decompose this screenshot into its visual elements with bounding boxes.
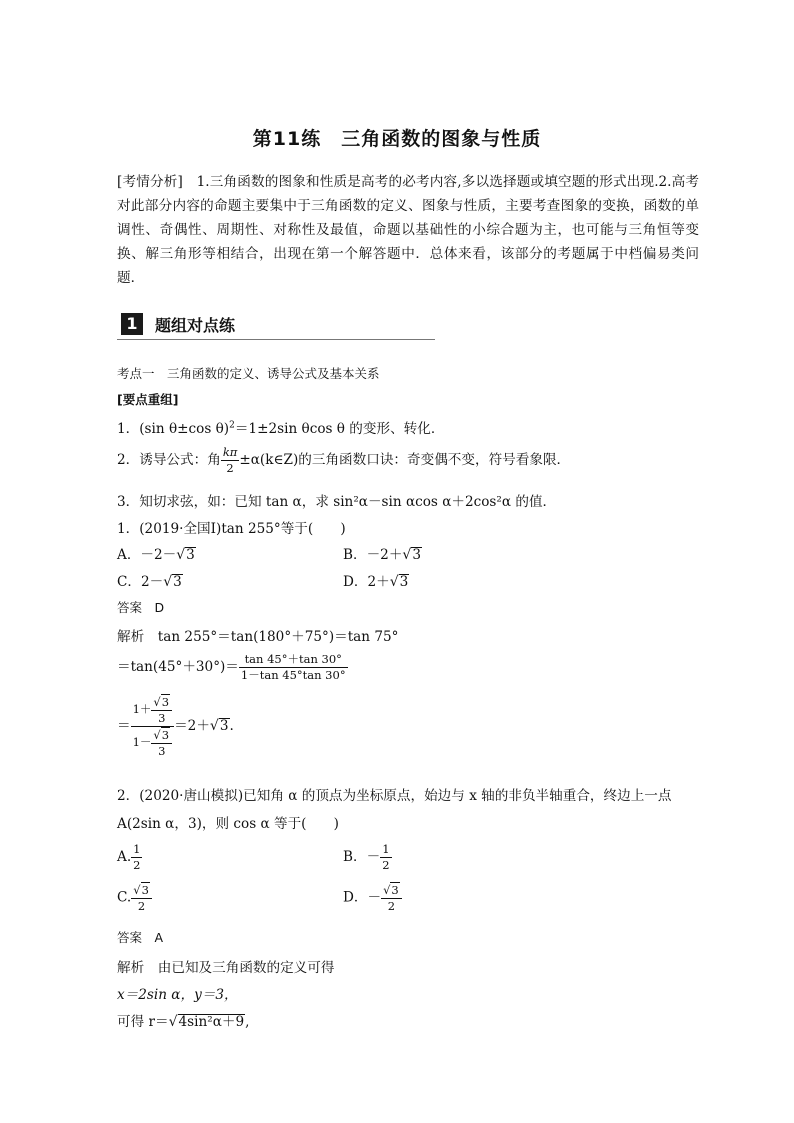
q1-option-c-radicand: 3 bbox=[173, 574, 182, 590]
q2-option-a-fraction bbox=[131, 842, 142, 873]
q1-sol3-num-pre: 1＋ bbox=[132, 702, 152, 716]
q1-sol3-den-radicand: 3 bbox=[161, 728, 170, 742]
q2-option-d[interactable] bbox=[343, 882, 402, 914]
q1-sol3-num-radicand: 3 bbox=[161, 695, 170, 709]
question-1-stem: 1．(2019·全国Ⅰ)tan 255°等于( ) bbox=[117, 521, 346, 537]
q1-option-d-text: D．2＋ bbox=[343, 574, 390, 590]
q2-option-c-radicand: 3 bbox=[141, 883, 149, 897]
q2-option-d-fraction bbox=[381, 882, 402, 914]
q1-sol3-numerator bbox=[131, 694, 174, 726]
point-2-fraction bbox=[221, 445, 240, 476]
q1-option-b-radicand: 3 bbox=[412, 547, 421, 563]
q2-option-c-den: 2 bbox=[131, 898, 152, 914]
point-1-post: ＝1±2sin θcos θ 的变形、转化． bbox=[234, 421, 445, 437]
q1-sol2-denominator: 1－tan 45°tan 30° bbox=[240, 668, 346, 682]
q2-solution-line-2: x＝2sin α，y＝3， bbox=[117, 987, 238, 1003]
sqrt-symbol: √ bbox=[133, 883, 141, 897]
question-2-stem-line-2: A(2sin α，3)，则 cos α 等于( ) bbox=[117, 816, 339, 832]
point-1-sup: 2 bbox=[229, 420, 235, 431]
page-title: 第11练 三角函数的图象与性质 bbox=[252, 128, 542, 150]
q2-option-c[interactable] bbox=[117, 882, 152, 914]
q1-option-d[interactable] bbox=[343, 570, 409, 590]
kaodian-heading: 考点一 三角函数的定义、诱导公式及基本关系 bbox=[117, 366, 380, 381]
q1-sol2-pre: ＝tan(45°＋30°)＝ bbox=[117, 659, 239, 675]
q1-sol2-fraction bbox=[239, 652, 348, 683]
point-3: 3．知切求弦，如：已知 tan α，求 sin²α－sin αcos α＋2cos²α 的值． bbox=[117, 494, 557, 510]
sqrt-symbol: √ bbox=[153, 728, 161, 742]
q2-option-c-fraction bbox=[131, 882, 152, 914]
q1-solution-line-3 bbox=[117, 694, 234, 759]
q1-sol2-numerator: tan 45°＋tan 30° bbox=[244, 652, 342, 666]
q1-option-a[interactable] bbox=[117, 543, 196, 563]
q1-option-b-text: B．－2＋ bbox=[343, 547, 403, 563]
section-number-badge: 1 bbox=[121, 313, 143, 335]
point-2-denominator: 2 bbox=[221, 460, 240, 476]
q1-option-d-radicand: 3 bbox=[399, 574, 409, 590]
point-2-post: ±α(k∈Z)的三角函数口诀：奇变偶不变，符号看象限． bbox=[239, 452, 571, 468]
section-header bbox=[117, 310, 435, 338]
q2-option-a-den: 2 bbox=[133, 858, 141, 872]
q2-option-d-radicand: 3 bbox=[391, 883, 399, 897]
sqrt-symbol: √ bbox=[168, 1014, 178, 1030]
q1-sol3-den-inner-den: 3 bbox=[151, 743, 172, 759]
q1-solution-line-2 bbox=[117, 652, 348, 683]
point-1 bbox=[117, 417, 444, 437]
sqrt-symbol: √ bbox=[383, 883, 391, 897]
q1-sol3-den-inner-fraction bbox=[151, 727, 172, 759]
q1-sol3-num-inner-den: 3 bbox=[151, 710, 172, 726]
q1-sol3-num-inner-fraction bbox=[151, 694, 172, 726]
q1-sol3-denominator bbox=[131, 726, 174, 759]
q1-option-c-text: C．2－ bbox=[117, 574, 164, 590]
q2-option-b-num: 1 bbox=[382, 842, 390, 856]
q2-sol3-radicand: 4sin²α＋9 bbox=[178, 1014, 245, 1030]
point-2 bbox=[117, 445, 570, 476]
section-label: 题组对点练 bbox=[155, 316, 236, 335]
q1-solution-line-1: 解析 tan 255°＝tan(180°＋75°)＝tan 75° bbox=[117, 629, 399, 645]
q2-option-a-num: 1 bbox=[133, 842, 141, 856]
point-1-pre: 1．(sin θ±cos θ) bbox=[117, 421, 230, 437]
q1-sol3-pre: ＝ bbox=[117, 718, 131, 734]
q2-option-a-label: A. bbox=[117, 849, 132, 865]
q2-option-a[interactable] bbox=[117, 842, 142, 873]
yaodian-heading: [要点重组] bbox=[117, 392, 179, 407]
q1-option-b[interactable] bbox=[343, 543, 422, 563]
question-2-stem-line-1: 2．(2020·唐山模拟)已知角 α 的顶点为坐标原点，始边与 x 轴的非负半轴重合，终边上一点 bbox=[117, 788, 672, 804]
q2-solution-line-3 bbox=[117, 1010, 249, 1030]
sqrt-symbol: √ bbox=[153, 695, 161, 709]
q2-option-d-den: 2 bbox=[381, 898, 402, 914]
q1-sol3-post: ＝2＋ bbox=[174, 718, 210, 734]
q1-option-c[interactable] bbox=[117, 570, 183, 590]
sqrt-symbol: √ bbox=[389, 574, 399, 590]
q2-option-d-label: D．－ bbox=[343, 889, 382, 906]
point-2-numerator: kπ bbox=[222, 445, 238, 459]
sqrt-symbol: √ bbox=[209, 718, 219, 734]
q2-option-b-fraction bbox=[380, 842, 391, 873]
q2-option-b-label: B．－ bbox=[343, 849, 381, 865]
exam-analysis-paragraph: [考情分析] 1.三角函数的图象和性质是高考的必考内容,多以选择题或填空题的形式出现.2.高考对此部分内容的命题主要集中于三角函数的定义、图象与性质，主要考查图象的变换，函数的单调性、奇偶性、周期性、对称性及最值，命题以基础性的小综合题为主，也可能与三角恒等变换、解三角形等相结合，出现在第一个解答题中．总体来看，该部分的考题属于中档偏易类问题． bbox=[117, 174, 699, 286]
q1-sol3-radicand: 3 bbox=[219, 718, 229, 734]
q1-option-a-radicand: 3 bbox=[186, 547, 195, 563]
q2-sol3-end: , bbox=[245, 1014, 250, 1030]
q2-option-b-den: 2 bbox=[382, 858, 390, 872]
q2-solution-line-1: 解析 由已知及三角函数的定义可得 bbox=[117, 960, 335, 976]
q2-option-b[interactable] bbox=[343, 842, 392, 873]
q2-option-c-label: C. bbox=[117, 889, 132, 906]
sqrt-symbol: √ bbox=[176, 547, 186, 563]
q1-sol3-complex-fraction bbox=[131, 694, 174, 759]
sqrt-symbol: √ bbox=[402, 547, 412, 563]
q1-answer: 答案 D bbox=[117, 600, 165, 615]
point-2-pre: 2．诱导公式：角 bbox=[117, 452, 221, 468]
q2-sol3-pre: 可得 r＝ bbox=[117, 1014, 169, 1030]
sqrt-symbol: √ bbox=[163, 574, 173, 590]
q1-option-a-text: A．－2－ bbox=[117, 547, 177, 563]
q2-answer: 答案 A bbox=[117, 930, 164, 945]
q1-sol3-den-pre: 1－ bbox=[132, 735, 152, 749]
section-divider bbox=[117, 339, 435, 340]
q1-sol3-end: . bbox=[229, 718, 234, 734]
